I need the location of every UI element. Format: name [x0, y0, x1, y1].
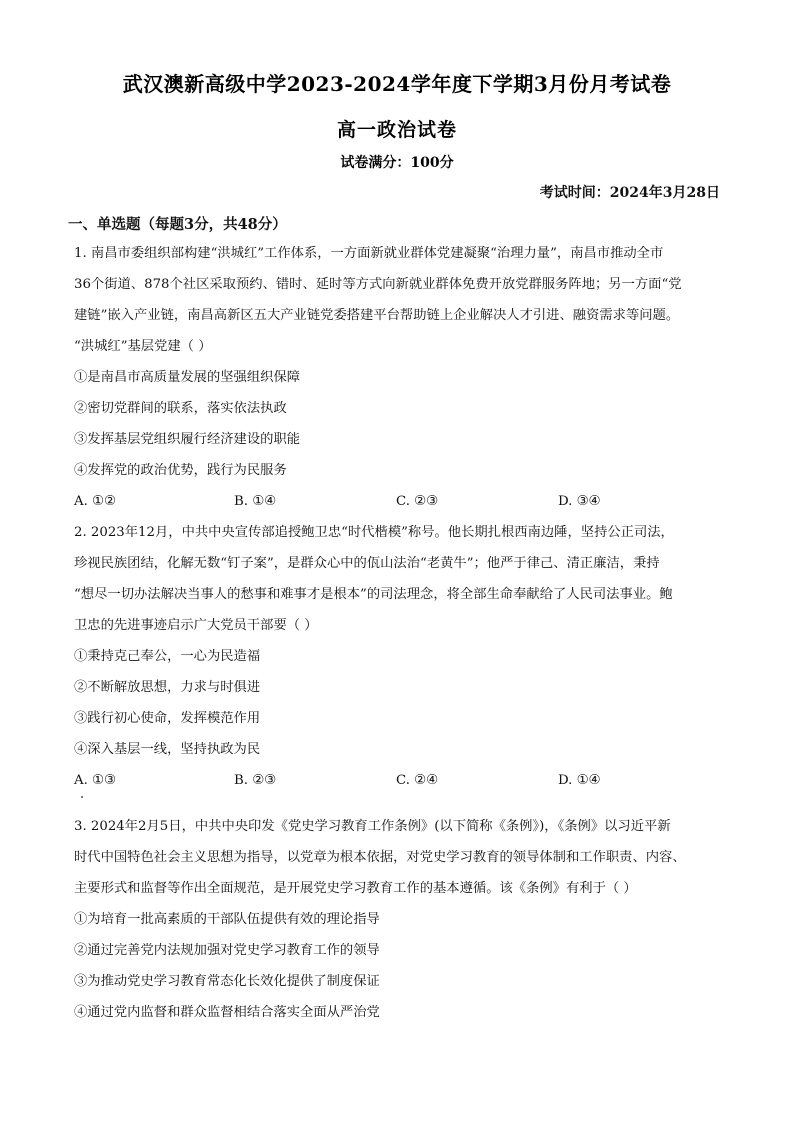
option-d: D. ①④: [558, 773, 601, 788]
statement-item: ③发挥基层党组织履行经济建设的职能: [74, 432, 301, 447]
statement-item: ④深入基层一线，坚持执政为民: [74, 742, 261, 757]
statement-item: ②不断解放思想，力求与时俱进: [74, 680, 261, 695]
statement-item: ④发挥党的政治优势，践行为民服务: [74, 463, 287, 478]
exam-time: 考试时间：2024年3月28日: [539, 185, 720, 201]
statement-item: ①是南昌市高质量发展的坚强组织保障: [74, 370, 301, 385]
option-b: B. ②③: [234, 773, 277, 788]
full-score: 试卷满分：100分: [340, 155, 454, 171]
question-stem-line: 2. 2023年12月，中共中央宣传部追授鲍卫忠“时代楷模”称号。他长期扎根西南边陲，坚持公正司法，: [74, 525, 674, 540]
question-1: [74, 238, 724, 517]
question-stem-line: “想尽一切办法解决当事人的愁事和难事才是根本”的司法理念，将全部生命奉献给了人民司法事业。鲍: [74, 587, 673, 602]
section-heading: 一、单选题（每题3分，共48分）: [68, 216, 287, 233]
stray-dot: [81, 796, 83, 798]
option-c: C. ②③: [396, 494, 438, 509]
question-stem-line: “洪城红”基层党建（ ）: [74, 339, 212, 354]
option-d: D. ③④: [558, 494, 601, 509]
option-c: C. ②④: [396, 773, 438, 788]
question-3: [74, 811, 724, 1028]
statement-item: ③践行初心使命，发挥模范作用: [74, 711, 261, 726]
statement-item: ④通过党内监督和群众监督相结合落实全面从严治党: [74, 1005, 380, 1020]
statement-item: ①秉持克己奉公，一心为民造福: [74, 649, 261, 664]
question-2: [74, 517, 724, 796]
question-stem-line: 1. 南昌市委组织部构建“洪城红”工作体系，一方面新就业群体党建凝聚“治理力量”，南昌市推动全市: [74, 246, 664, 261]
question-stem-line: 卫忠的先进事迹启示广大党员干部要（ ）: [74, 618, 318, 633]
exam-title: 武汉澳新高级中学2023-2024学年度下学期3月份月考试卷: [122, 72, 672, 96]
statement-item: ②通过完善党内法规加强对党史学习教育工作的领导: [74, 943, 380, 958]
answer-options: [74, 486, 724, 517]
question-stem-line: 3. 2024年2月5日，中共中央印发《党史学习教育工作条例》(以下简称《条例》)，《条例》以习近平新: [74, 819, 671, 834]
option-b: B. ①④: [234, 494, 277, 509]
statement-item: ②密切党群间的联系，落实依法执政: [74, 401, 287, 416]
question-stem-line: 主要形式和监督等作出全面规范，是开展党史学习教育工作的基本遵循。该《条例》有利于（ ）: [74, 881, 637, 896]
option-a: A. ①③: [74, 773, 116, 788]
exam-subtitle: 高一政治试卷: [336, 119, 457, 141]
question-stem-line: 珍视民族团结，化解无数“钉子案”，是群众心中的佤山法治“老黄牛”；他严于律己、清正廉洁，秉持: [74, 556, 660, 571]
statement-item: ③为推动党史学习教育常态化长效化提供了制度保证: [74, 974, 380, 989]
question-stem-line: 时代中国特色社会主义思想为指导，以党章为根本依据，对党史学习教育的领导体制和工作职责、内容、: [74, 850, 686, 865]
answer-options: [74, 765, 724, 796]
question-stem-line: 建链”嵌入产业链，南昌高新区五大产业链党委搭建平台帮助链上企业解决人才引进、融资需求等问题。: [74, 308, 680, 323]
question-stem-line: 36个街道、878个社区采取预约、错时、延时等方式向新就业群体免费开放党群服务阵地；另一方面“党: [74, 277, 682, 292]
statement-item: ①为培育一批高素质的干部队伍提供有效的理论指导: [74, 912, 380, 927]
option-a: A. ①②: [74, 494, 116, 509]
